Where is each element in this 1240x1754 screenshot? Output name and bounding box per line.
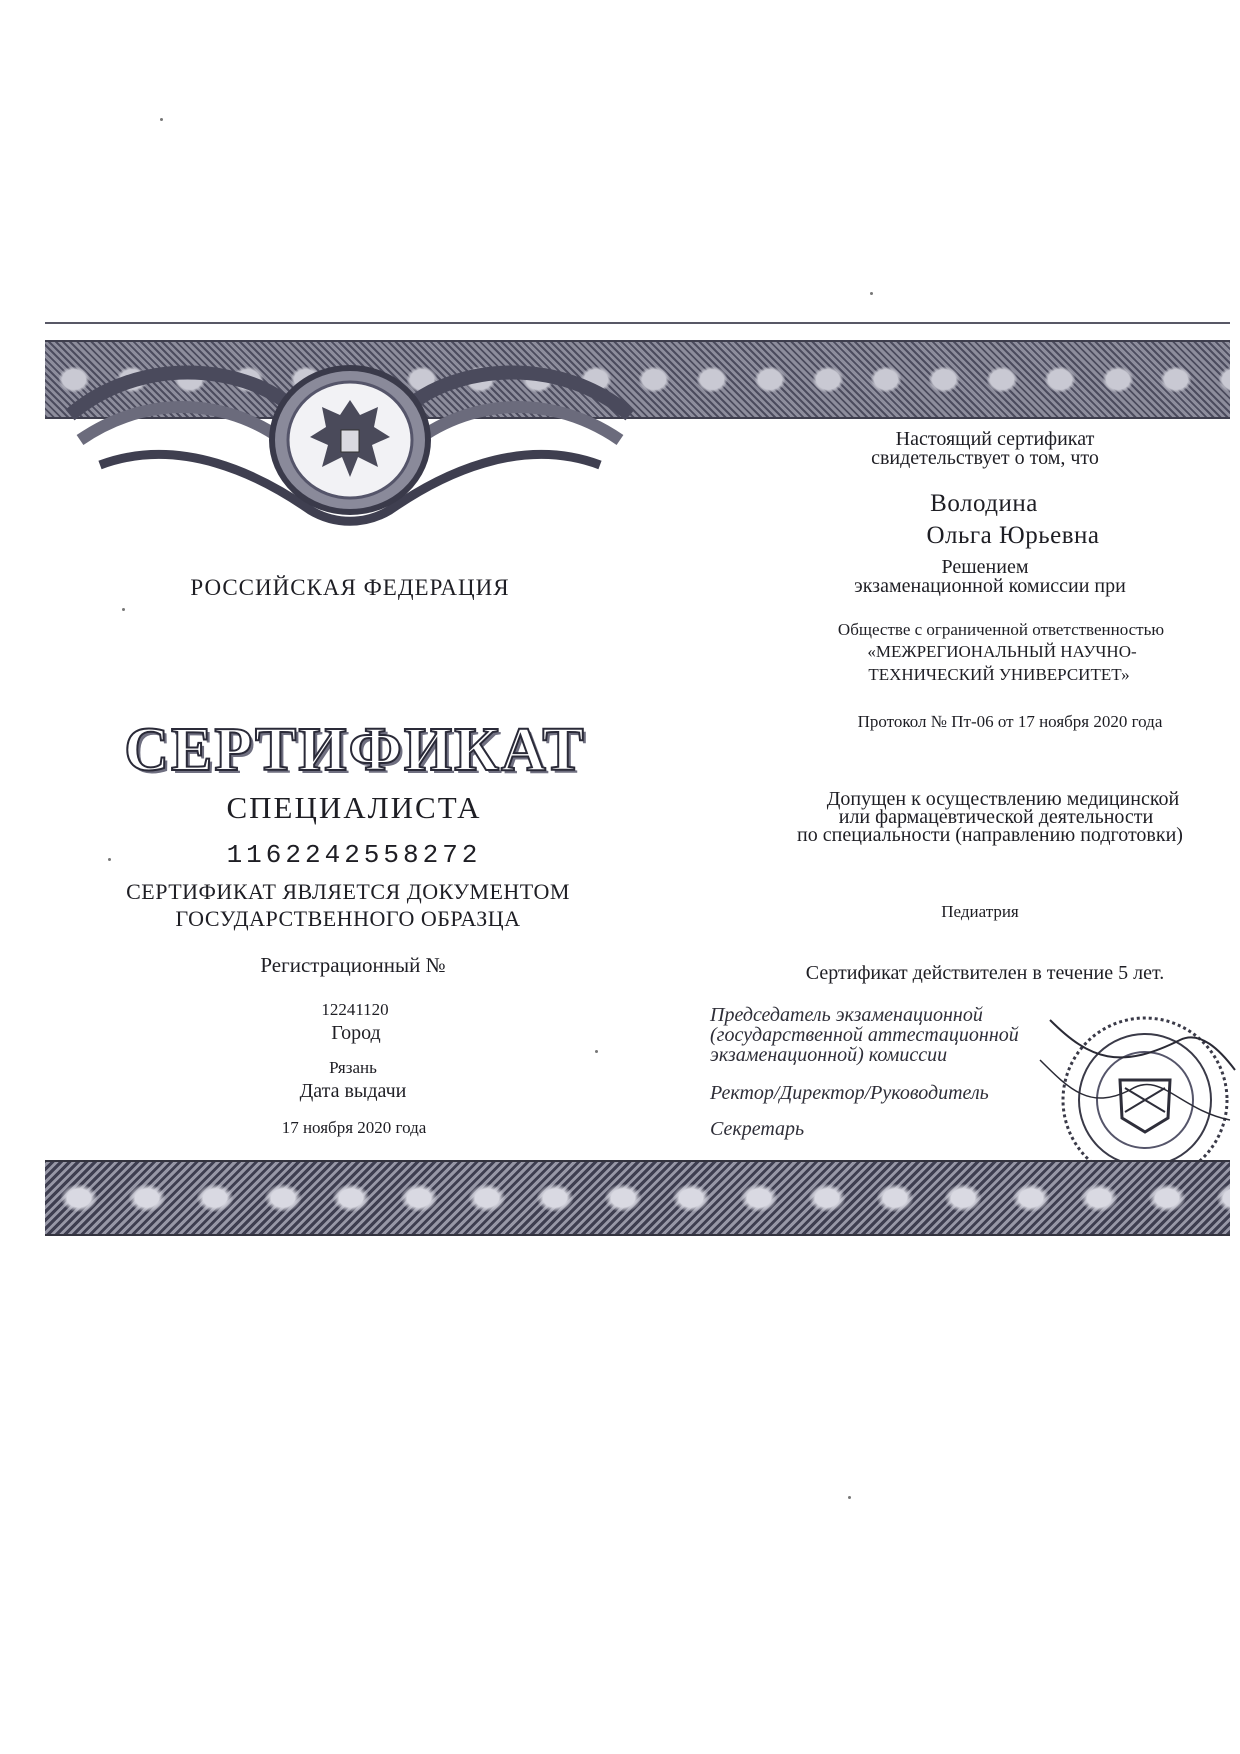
city-value: Рязань xyxy=(329,1058,377,1077)
bottom-ornament-band xyxy=(45,1160,1230,1236)
scan-speck xyxy=(595,1050,598,1053)
issue-date-value: 17 ноября 2020 года xyxy=(281,1118,427,1137)
registration-number: 12241120 xyxy=(321,1000,389,1019)
issue-date-label: Дата выдачи xyxy=(299,1080,407,1102)
intro-line2: свидетельствует о том, что xyxy=(871,447,1099,469)
official-seal-icon xyxy=(1030,1000,1240,1180)
country-name: РОССИЙСКАЯ ФЕДЕРАЦИЯ xyxy=(190,575,510,600)
scan-speck xyxy=(870,292,873,295)
scan-speck xyxy=(122,608,125,611)
decision-line1: Решением xyxy=(941,556,1029,578)
secretary-signature-label: Секретарь xyxy=(710,1118,805,1140)
rector-signature-label: Ректор/Директор/Руководитель xyxy=(710,1082,989,1104)
organization-line2: «МЕЖРЕГИОНАЛЬНЫЙ НАУЧНО- xyxy=(867,642,1137,661)
top-border-rule xyxy=(45,322,1230,324)
specialty-value: Педиатрия xyxy=(941,902,1019,921)
certificate-subtitle: СПЕЦИАЛИСТА xyxy=(226,790,482,825)
scan-speck xyxy=(108,858,111,861)
state-document-line2: ГОСУДАРСТВЕННОГО ОБРАЗЦА xyxy=(175,906,521,931)
validity-line: Сертификат действителен в течение 5 лет. xyxy=(805,962,1165,984)
admission-line1: Допущен к осуществлению медицинской xyxy=(826,788,1180,810)
registration-label: Регистрационный № xyxy=(260,953,446,977)
chair-line1: Председатель экзаменационной xyxy=(710,1004,983,1026)
protocol-line: Протокол № Пт-06 от 17 ноября 2020 года xyxy=(857,712,1163,731)
scan-speck xyxy=(160,118,163,121)
certificate-title: СЕРТИФИКАТ xyxy=(124,716,586,784)
organization-line1: Обществе с ограниченной ответственностью xyxy=(837,620,1165,639)
chair-line2: (государственной аттестационной xyxy=(710,1024,1019,1046)
chair-signature-label xyxy=(710,1005,1019,1065)
chair-line3: экзаменационной) комиссии xyxy=(710,1044,948,1066)
decision-line2: экзаменационной комиссии при xyxy=(854,575,1126,597)
certificate-number: 1162242558272 xyxy=(226,840,482,870)
city-label: Город xyxy=(331,1022,381,1044)
organization-line3: ТЕХНИЧЕСКИЙ УНИВЕРСИТЕТ» xyxy=(868,665,1130,684)
intro-line1: Настоящий сертификат xyxy=(895,428,1095,450)
admission-line2: или фармацевтической деятельности xyxy=(838,806,1154,828)
holder-given-names: Ольга Юрьевна xyxy=(926,522,1100,549)
state-document-line1: СЕРТИФИКАТ ЯВЛЯЕТСЯ ДОКУМЕНТОМ xyxy=(126,879,570,904)
emblem-ornament xyxy=(60,345,640,545)
admission-line3: по специальности (направлению подготовки) xyxy=(797,824,1183,846)
scan-speck xyxy=(848,1496,851,1499)
holder-surname: Володина xyxy=(930,490,1038,517)
